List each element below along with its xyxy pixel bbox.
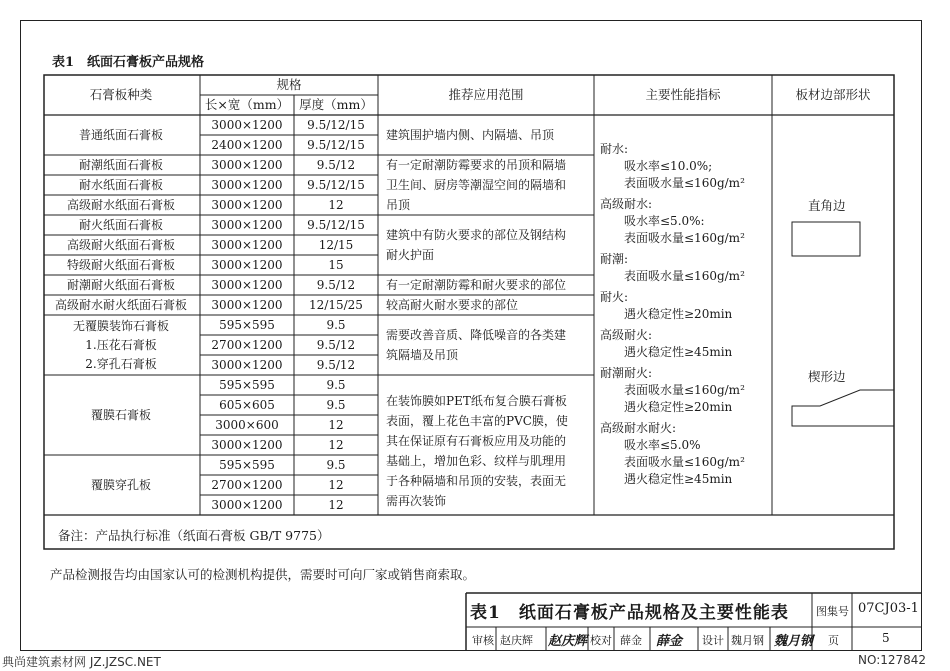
application-cell: 建筑围护墙内侧、内隔墙、吊顶 [386,128,555,142]
type-cell: 耐水纸面石膏板 [78,178,163,192]
size-cell: 605×605 [219,398,275,412]
application-cell: 需再次装饰 [386,494,447,508]
thickness-cell: 9.5 [326,458,346,472]
thickness-cell: 12/15/25 [309,298,363,312]
size-cell: 595×595 [219,318,275,332]
title-block-title: 表1 纸面石膏板产品规格及主要性能表 [470,603,789,623]
header-performance: 主要性能指标 [645,87,721,102]
size-cell: 3000×1200 [211,218,283,232]
thickness-cell: 9.5/12 [316,278,356,292]
type-cell: 特级耐火纸面石膏板 [66,258,175,272]
size-cell: 3000×1200 [211,258,283,272]
thickness-cell: 12 [328,198,344,212]
type-cell: 无覆膜装饰石膏板 [72,319,169,333]
thickness-cell: 9.5/12/15 [307,178,365,192]
performance-line: 遇火稳定性≥20min [600,400,733,414]
size-cell: 3000×1200 [211,278,283,292]
thickness-cell: 12/15 [318,238,354,252]
edge-label-square: 直角边 [808,198,846,213]
reviewer-name: 赵庆辉 [500,634,533,647]
thickness-cell: 9.5 [326,378,346,392]
performance-line: 高级耐水: [600,197,653,211]
thickness-cell: 9.5 [326,318,346,332]
type-cell: 高级耐水纸面石膏板 [66,198,175,212]
performance-line: 吸水率≤5.0% [600,438,701,452]
performance-line: 表面吸水量≤160g/m² [600,455,745,469]
designer-name: 魏月钢 [731,634,764,647]
atlas-number: 07CJ03-1 [858,601,919,616]
watermark-left: 典尚建筑素材网 JZ.JZSC.NET [2,655,161,669]
type-cell: 覆膜石膏板 [90,408,151,422]
performance-line: 表面吸水量≤160g/m² [600,383,745,397]
application-cell: 表面，覆上花色丰富的PVC膜，使 [386,414,568,428]
size-cell: 3000×1200 [211,158,283,172]
size-cell: 3000×1200 [211,238,283,252]
performance-line: 遇火稳定性≥20min [600,307,733,321]
checker-name: 薛金 [620,634,642,647]
designer-signature: 魏月钢 [774,634,814,649]
check-label: 校对 [590,634,612,647]
table-note: 备注：产品执行标准（纸面石膏板 GB/T 9775） [58,528,330,543]
application-cell: 筑隔墙及吊顶 [386,348,459,362]
performance-line: 耐潮耐火: [600,366,653,380]
size-cell: 2700×1200 [211,478,283,492]
review-label: 审核 [472,634,494,647]
thickness-cell: 12 [328,438,344,452]
application-cell: 有一定耐潮防霉要求的吊顶和隔墙 [386,158,567,172]
atlas-label: 图集号 [816,605,849,618]
edge-label-tapered: 楔形边 [808,369,846,384]
thickness-cell: 9.5/12/15 [307,138,365,152]
size-cell: 3000×1200 [211,118,283,132]
performance-line: 遇火稳定性≥45min [600,345,733,359]
header-edge: 板材边部形状 [795,87,871,102]
size-cell: 2400×1200 [211,138,283,152]
thickness-cell: 9.5/12 [316,158,356,172]
thickness-cell: 12 [328,498,344,512]
performance-line: 耐火: [600,290,629,304]
size-cell: 3000×1200 [211,498,283,512]
performance-line: 遇火稳定性≥45min [600,472,733,486]
application-cell: 于各种隔墙和吊顶的安装，表面无 [386,474,567,488]
checker-signature: 薛金 [656,634,683,649]
table-caption: 表1 纸面石膏板产品规格 [52,55,205,70]
size-cell: 3000×1200 [211,178,283,192]
size-cell: 595×595 [219,378,275,392]
header-application: 推荐应用范围 [448,87,524,102]
performance-line: 耐水: [600,142,629,156]
thickness-cell: 9.5/12 [316,358,356,372]
size-cell: 3000×1200 [211,438,283,452]
size-cell: 3000×1200 [211,358,283,372]
performance-line: 高级耐火: [600,328,653,342]
application-cell: 吊顶 [386,198,411,212]
application-cell: 在装饰膜如PET纸布复合膜石膏板 [386,394,567,408]
size-cell: 3000×600 [215,418,279,432]
type-cell: 高级耐水耐火纸面石膏板 [54,298,187,312]
header-thickness: 厚度（mm） [299,97,373,112]
thickness-cell: 12 [328,478,344,492]
application-cell: 需要改善音质、降低噪音的各类建 [386,328,567,342]
thickness-cell: 9.5 [326,398,346,412]
thickness-cell: 9.5/12 [316,338,356,352]
performance-line: 高级耐水耐火: [600,421,677,435]
type-cell: 2.穿孔石膏板 [85,357,157,371]
application-cell: 耐火护面 [386,248,435,262]
thickness-cell: 12 [328,418,344,432]
type-cell: 普通纸面石膏板 [78,128,163,142]
type-cell: 耐潮耐火纸面石膏板 [66,278,175,292]
thickness-cell: 9.5/12/15 [307,218,365,232]
type-cell: 耐火纸面石膏板 [78,218,163,232]
performance-line: 表面吸水量≤160g/m² [600,176,745,190]
application-cell: 卫生间、厨房等潮湿空间的隔墙和 [386,178,567,192]
size-cell: 3000×1200 [211,298,283,312]
size-cell: 2700×1200 [211,338,283,352]
application-cell: 建筑中有防火要求的部位及钢结构 [386,228,567,242]
type-cell: 覆膜穿孔板 [90,478,151,492]
application-cell: 较高耐火耐水要求的部位 [386,298,519,312]
application-cell: 其在保证原有石膏板应用及功能的 [386,434,567,448]
size-cell: 3000×1200 [211,198,283,212]
footer-note: 产品检测报告均由国家认可的检测机构提供，需要时可向厂家或销售商索取。 [50,567,476,582]
header-spec: 规格 [276,77,302,92]
performance-line: 吸水率≤5.0%: [600,214,705,228]
page-number: 5 [882,631,890,645]
page-label: 页 [828,634,839,647]
performance-line: 表面吸水量≤160g/m² [600,269,745,283]
performance-line: 吸水率≤10.0%; [600,159,713,173]
design-label: 设计 [702,634,724,647]
application-cell: 有一定耐潮防霉和耐火要求的部位 [386,278,567,292]
size-cell: 595×595 [219,458,275,472]
header-size: 长×宽（mm） [204,97,290,112]
type-cell: 高级耐火纸面石膏板 [66,238,175,252]
header-type: 石膏板种类 [89,87,153,102]
thickness-cell: 15 [328,258,344,272]
watermark-right: NO:127842 [858,653,927,667]
reviewer-signature: 赵庆辉 [548,634,588,649]
performance-line: 表面吸水量≤160g/m² [600,231,745,245]
type-cell: 1.压花石膏板 [85,338,157,352]
application-cell: 基础上，增加色彩、纹样与肌理用 [386,454,567,468]
performance-line: 耐潮: [600,252,629,266]
thickness-cell: 9.5/12/15 [307,118,365,132]
type-cell: 耐潮纸面石膏板 [78,158,163,172]
